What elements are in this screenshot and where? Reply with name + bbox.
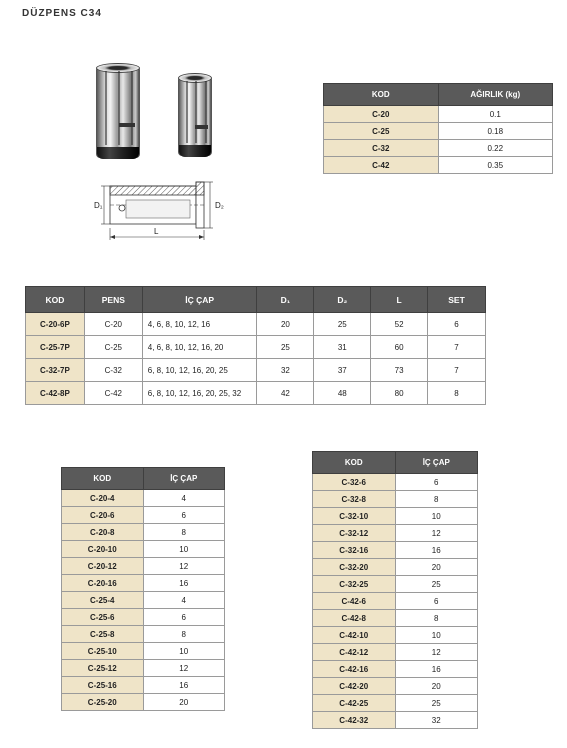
ic-cap-cell: 16 [395,661,478,678]
collet-small-photo [178,72,212,158]
set-table [25,286,486,405]
table-row [62,677,225,694]
kod-cell: C-42-32 [313,712,396,729]
set-cell: 6 [428,313,486,336]
kod-cell: C-32-25 [313,576,396,593]
table-row [313,559,478,576]
kod-cell: C-42-6 [313,593,396,610]
set-cell: 7 [428,336,486,359]
kod-cell: C-25-6 [62,609,144,626]
ic-cap-cell: 8 [143,524,225,541]
table-row [62,660,225,677]
technical-drawing [92,178,232,244]
table-row [62,592,225,609]
table-row [62,626,225,643]
ic-cap-cell: 6 [143,609,225,626]
d1-cell: 32 [257,359,314,382]
kod-cell: C-25-16 [62,677,144,694]
ic-cap-cell: 16 [143,575,225,592]
ic-cap-cell: 12 [395,644,478,661]
ic-cap-cell: 32 [395,712,478,729]
d1-cell: 20 [257,313,314,336]
l-cell: 80 [371,382,428,405]
ic-cap-cell: 8 [395,491,478,508]
set-header-d2: D₂ [314,287,371,313]
table-row [62,609,225,626]
kod-cell: C-42-8P [26,382,85,405]
drawing-label-l: L [154,227,159,236]
table-row [62,524,225,541]
weight-cell: 0.1 [438,106,553,123]
ic-cap-cell: 25 [395,576,478,593]
pens-cell: C-42 [84,382,142,405]
ic-cap-cell: 16 [143,677,225,694]
table-row [62,558,225,575]
weight-header-agirlik: AĞIRLIK (kg) [438,84,553,106]
table-row [313,491,478,508]
pens-cell: C-20 [84,313,142,336]
kod-cell: C-32-12 [313,525,396,542]
ic-cap-cell: 10 [395,508,478,525]
kod-cell: C-20-16 [62,575,144,592]
kod-cell: C-20-10 [62,541,144,558]
table-row [313,644,478,661]
list-right-header-ic-cap: İÇ ÇAP [395,452,478,474]
table-row [324,140,553,157]
table-row [313,678,478,695]
ic-cap-cell: 12 [395,525,478,542]
ic-cap-cell: 12 [143,558,225,575]
collet-list-left [61,467,225,711]
table-row [62,490,225,507]
table-row [313,661,478,678]
kod-cell: C-20 [324,106,439,123]
kod-cell: C-25-8 [62,626,144,643]
table-row [26,382,486,405]
kod-cell: C-42-20 [313,678,396,695]
kod-cell: C-20-12 [62,558,144,575]
ic-cap-cell: 6, 8, 10, 12, 16, 20, 25, 32 [142,382,257,405]
table-row [313,712,478,729]
ic-cap-cell: 20 [395,559,478,576]
table-row [62,694,225,711]
weight-cell: 0.22 [438,140,553,157]
ic-cap-cell: 6, 8, 10, 12, 16, 20, 25 [142,359,257,382]
ic-cap-cell: 10 [143,541,225,558]
table-row [324,157,553,174]
kod-cell: C-42-12 [313,644,396,661]
table-row [313,508,478,525]
ic-cap-cell: 4 [143,592,225,609]
ic-cap-cell: 20 [395,678,478,695]
weight-header-kod: KOD [324,84,439,106]
ic-cap-cell: 16 [395,542,478,559]
set-header-d1: D₁ [257,287,314,313]
set-header-kod: KOD [26,287,85,313]
kod-cell: C-42-10 [313,627,396,644]
table-row [313,474,478,491]
ic-cap-cell: 8 [143,626,225,643]
ic-cap-cell: 4, 6, 8, 10, 12, 16, 20 [142,336,257,359]
ic-cap-cell: 20 [143,694,225,711]
ic-cap-cell: 4, 6, 8, 10, 12, 16 [142,313,257,336]
kod-cell: C-42-16 [313,661,396,678]
ic-cap-cell: 8 [395,610,478,627]
table-row [26,359,486,382]
pens-cell: C-25 [84,336,142,359]
weight-cell: 0.18 [438,123,553,140]
table-row [26,336,486,359]
d2-cell: 31 [314,336,371,359]
table-row [313,695,478,712]
kod-cell: C-20-8 [62,524,144,541]
ic-cap-cell: 6 [395,593,478,610]
table-row [313,610,478,627]
kod-cell: C-32-8 [313,491,396,508]
drawing-label-d1: D₁ [94,201,103,210]
list-right-header-kod: KOD [313,452,396,474]
pens-cell: C-32 [84,359,142,382]
d1-cell: 25 [257,336,314,359]
set-header-l: L [371,287,428,313]
weight-table [323,83,553,174]
set-cell: 8 [428,382,486,405]
ic-cap-cell: 12 [143,660,225,677]
table-row [313,576,478,593]
table-row [313,525,478,542]
d2-cell: 48 [314,382,371,405]
kod-cell: C-42 [324,157,439,174]
list-left-header-kod: KOD [62,468,144,490]
l-cell: 52 [371,313,428,336]
table-row [324,123,553,140]
table-row [62,507,225,524]
kod-cell: C-25 [324,123,439,140]
collet-list-right [312,451,478,729]
kod-cell: C-25-10 [62,643,144,660]
collet-large-photo [96,62,140,160]
ic-cap-cell: 6 [143,507,225,524]
l-cell: 60 [371,336,428,359]
kod-cell: C-20-6 [62,507,144,524]
kod-cell: C-32 [324,140,439,157]
table-row [313,627,478,644]
d2-cell: 25 [314,313,371,336]
kod-cell: C-32-20 [313,559,396,576]
d2-cell: 37 [314,359,371,382]
kod-cell: C-32-10 [313,508,396,525]
set-header-pens: PENS [84,287,142,313]
set-header-ic-cap: İÇ ÇAP [142,287,257,313]
page-title: DÜZPENS C34 [22,8,102,19]
kod-cell: C-25-12 [62,660,144,677]
kod-cell: C-42-8 [313,610,396,627]
kod-cell: C-32-6 [313,474,396,491]
ic-cap-cell: 4 [143,490,225,507]
kod-cell: C-25-4 [62,592,144,609]
kod-cell: C-25-20 [62,694,144,711]
l-cell: 73 [371,359,428,382]
ic-cap-cell: 10 [143,643,225,660]
d1-cell: 42 [257,382,314,405]
ic-cap-cell: 6 [395,474,478,491]
kod-cell: C-42-25 [313,695,396,712]
table-row [313,542,478,559]
kod-cell: C-32-16 [313,542,396,559]
ic-cap-cell: 25 [395,695,478,712]
set-header-set: SET [428,287,486,313]
table-row [324,106,553,123]
table-row [26,313,486,336]
table-row [313,593,478,610]
table-row [62,575,225,592]
set-cell: 7 [428,359,486,382]
kod-cell: C-20-4 [62,490,144,507]
table-row [62,643,225,660]
ic-cap-cell: 10 [395,627,478,644]
list-left-header-ic-cap: İÇ ÇAP [143,468,225,490]
kod-cell: C-32-7P [26,359,85,382]
drawing-label-d2: D₂ [215,201,224,210]
kod-cell: C-25-7P [26,336,85,359]
kod-cell: C-20-6P [26,313,85,336]
weight-cell: 0.35 [438,157,553,174]
table-row [62,541,225,558]
